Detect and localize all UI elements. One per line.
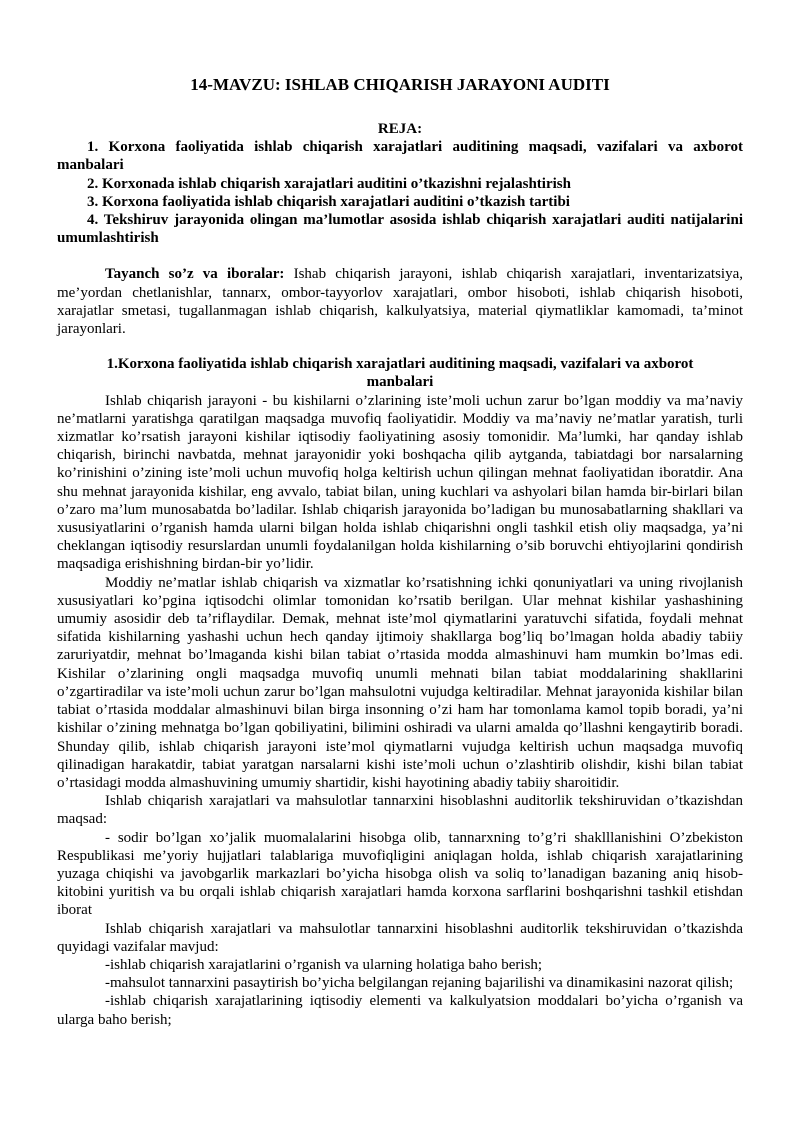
section-heading: 1.Korxona faoliyatida ishlab chiqarish xarajatlari auditining maqsadi, vazifalari va axborot manbalari [106, 356, 694, 391]
body-paragraph: - sodir bo’lgan xo’jalik muomalalarini hisobga olib, tannarxning to’g’ri shaklllanishini O’zbekiston Respublikasi me’yoriy hujjatlari talablariga muvofiqligini aniqlagan holda, ishlab chiqarish xarajatlarining yuzaga chiqishi va javobgarlik markazlari bo’yicha hisobga olish va soliq to’lanadigan bazaning aniq hisob-kitobini yuritish va bu orqali ishlab chiqarish xarajatlari hamda korxona sarflarini boshqarishni tashkil etishdan iborat [57, 829, 743, 919]
body-paragraph: -ishlab chiqarish xarajatlarini o’rganish va ularning holatiga baho berish; [105, 956, 543, 973]
body-text [57, 392, 743, 1029]
plan-list [57, 138, 743, 247]
keywords-label: Tayanch so’z va iboralar: [105, 266, 285, 283]
document-title: 14-MAVZU: ISHLAB CHIQARISH JARAYONI AUDITI [190, 75, 610, 94]
keywords-text: Ishab chiqarish jarayoni, ishlab chiqarish xarajatlari, inventarizatsiya, me’yordan chetlanishlar, tannarx, ombor-tayyorlov xarajatlari, ombor hisoboti, ishlab chiqarish hisoboti, xarajatlar smetasi, tugallanmagan ishlab chiqarish, kalkulyatsiya, material qiymatliklar kamomadi, ta’minot jarayonlari. [57, 266, 743, 338]
body-paragraph: Ishlab chiqarish xarajatlari va mahsulotlar tannarxini hisoblashni auditorlik tekshiruvidan o’tkazishdan maqsad: [57, 793, 743, 828]
body-paragraph: Moddiy ne’matlar ishlab chiqarish va xizmatlar ko’rsatishning ichki qonuniyatlari va uning rivojlanish xususiyatlari ko’pgina iqtisodchi olimlar tomonidan ko’rsatib berilgan. Ular mehnat kishilar yashashining umumiy asosidir deb ta’riflaydilar. Demak, mehnat iste’mol qiymatlarini yaratuvchi sifatida, foydali mehnat sifatida kishilarning yashashi uchun hech qanday ijtimoiy shakllarga bog’liq bo’lmagan holda abadiy tabiiy zaruriyatdir, mehnat bo’lmaganda kishi bilan tabiat o’rtasida modda almashinuvi ham mumkin bo’lmas edi. Kishilar o’zlarining ongli maqsadga muvofiq unumli mehnati bilan tabiat moddalarining shakllarini o’zgartiradilar va iste’moli uchun zarur bo’lgan mahsulotni vujudga keltiradilar. Mehnat jarayonida kishilar bilan tabiat o’rtasida moddalar almashinuvi bilan birga insonning o’zi ham har tomonlama kamol topib boradi, ya’ni kishilar o’zining mehnatga bo’lgan qobiliyatini, bilimini oshiradi va ularni amalda qo’llashni kengaytirib boradi. Shunday qilib, ishlab chiqarish jarayoni iste’mol qiymatlarni vujudga keltirish uchun maqsadga muvofiq qilinadigan harakatdir, tabiat yaratgan narsalarni kishi iste’moli uchun o’zlashtirib olishdir, kishi bilan tabiat o’rtasidagi modda almashuvining umumiy shartidir, kishi hayotining abadiy tabiiy sharoitidir. [57, 574, 743, 791]
plan-item: 3. Korxona faoliyatida ishlab chiqarish xarajatlari auditini o’tkazish tartibi [87, 193, 570, 210]
keywords-paragraph [57, 265, 743, 338]
plan-item: 2. Korxonada ishlab chiqarish xarajatlari auditini o’tkazishni rejalashtirish [87, 175, 571, 192]
body-paragraph: Ishlab chiqarish xarajatlari va mahsulotlar tannarxini hisoblashni auditorlik tekshiruvidan o’tkazishda quyidagi vazifalar mavjud: [57, 920, 743, 955]
body-paragraph: Ishlab chiqarish jarayoni - bu kishilarni o’zlarining iste’moli uchun zarur bo’lgan moddiy va ma’naviy ne’matlarni yaratishga qaratilgan maqsadga muvofiq faoliyatidir. Moddiy va ma’naviy ne’matlar yaratish, turli xizmatlar ko’rsatish jarayoni kishilar iqtisodiy faoliyatining asosiy tomonidir. Ma’lumki, har qanday ishlab chiqarish, birinchi navbatda, mehnat jarayonidir yoki boshqacha qilib aytganda, tabiatdagi bor narsalarning ko’rinishini o’zining iste’moli uchun muvofiq holga keltirish uchun qilingan mehnat faoliyatidan iboratdir. Ana shu mehnat jarayonida kishilar, eng avvalo, tabiat bilan, uning kuchlari va ashyolari bilan hamda bir-birlari bilan o’zaro ma’lum munosabatda bo’ladilar. Ishlab chiqarish jarayonida bo’ladigan bu munosabatlarning shakllari va xususiyatlarini o’rganish hamda ularni bilgan holda ishlab chiqarishni ongli tashkil etish oliy maqsadga, ya’ni cheklangan iqtisodiy resurslardan unumli foydalanilgan holda kishilarning o’sib boruvchi ehtiyojlarini qondirish maqsadiga erishishning birdan-bir yo’lidir. [57, 392, 743, 573]
plan-title: REJA: [377, 121, 423, 137]
plan-item: 1. Korxona faoliyatida ishlab chiqarish xarajatlari auditining maqsadi, vazifalari va axborot manbalari [57, 139, 743, 174]
plan-item: 4. Tekshiruv jarayonida olingan ma’lumotlar asosida ishlab chiqarish xarajatlari auditi natijalarini umumlashtirish [57, 212, 743, 247]
body-paragraph: -ishlab chiqarish xarajatlarining iqtisodiy elementi va kalkulyatsion moddalari bo’yicha o’rganish va ularga baho berish; [57, 993, 743, 1028]
body-paragraph: -mahsulot tannarxini pasaytirish bo’yicha belgilangan rejaning bajarilishi va dinamikasini nazorat qilish; [105, 975, 734, 992]
